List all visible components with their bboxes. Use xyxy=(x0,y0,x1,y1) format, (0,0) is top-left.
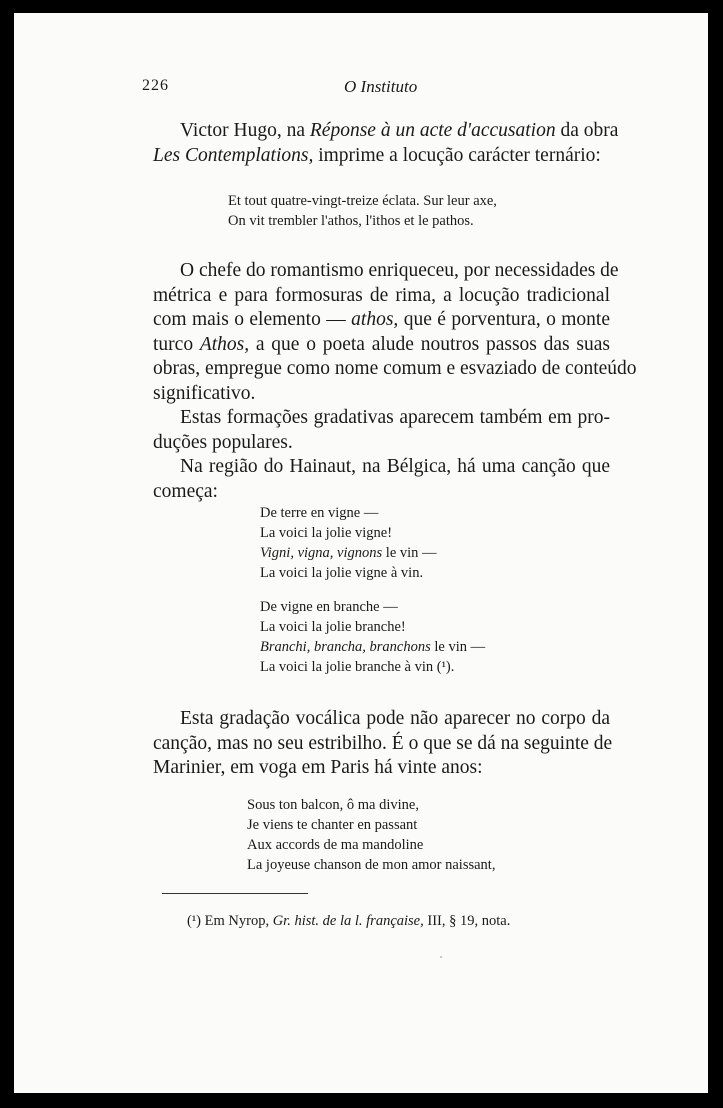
verse-line: On vit trembler l'athos, l'ithos et le pathos. xyxy=(228,213,474,229)
paragraph-5 xyxy=(153,707,613,781)
verse-quote-1 xyxy=(228,191,497,231)
text-line: obras, empregue como nome comum e esvaziado de conteúdo xyxy=(153,358,637,379)
verse-line: Branchi, brancha, branchons le vin — xyxy=(260,639,486,655)
text-line: canção, mas no seu estribilho. É o que se dá na seguinte de xyxy=(153,732,613,754)
text-line: Na região do Hainaut, na Bélgica, há uma canção que xyxy=(180,456,610,477)
text-line: Esta gradação vocálica pode não aparecer no corpo da xyxy=(180,708,610,729)
footnote-rule xyxy=(162,893,308,894)
verse-line: Je viens te chanter en passant xyxy=(247,817,418,833)
text-line: Estas formações gradativas aparecem também em pro- xyxy=(180,407,610,428)
text-line: Marinier, em voga em Paris há vinte anos: xyxy=(153,757,483,778)
verse-line: De vigne en branche — xyxy=(260,599,398,615)
text-line: significativo. xyxy=(153,382,256,404)
text-line: O chefe do romantismo enriqueceu, por necessidades de xyxy=(180,260,619,281)
text-line: duções populares. xyxy=(153,431,293,453)
verse-line: La voici la jolie branche à vin (¹). xyxy=(260,659,455,675)
text-line: começa: xyxy=(153,480,218,502)
paragraph-3 xyxy=(153,406,610,455)
verse-line: La voici la jolie vigne à vin. xyxy=(260,565,424,581)
verse-line: Vigni, vigna, vignons le vin — xyxy=(260,545,437,561)
text-line: com mais o elemento — athos, que é porventura, o monte xyxy=(153,309,611,330)
running-title: O Instituto xyxy=(344,77,418,96)
verse-line: De terre en vigne — xyxy=(260,505,379,521)
verse-line: Aux accords de ma mandoline xyxy=(247,837,424,853)
paragraph-1 xyxy=(153,119,619,168)
page-number: 226 xyxy=(142,77,169,94)
verse-line: La joyeuse chanson de mon amor naissant, xyxy=(247,857,496,873)
verse-quote-2 xyxy=(260,503,485,677)
paragraph-4 xyxy=(153,455,610,504)
footnote: (¹) Em Nyrop, Gr. hist. de la l. française, III, § 19, nota. xyxy=(187,913,511,929)
verse-line: Et tout quatre-vingt-treize éclata. Sur leur axe, xyxy=(228,193,497,209)
verse-line: La voici la jolie branche! xyxy=(260,619,406,635)
paragraph-2 xyxy=(153,259,637,406)
text-line: métrica e para formosuras de rima, a locução tradicional xyxy=(153,284,610,306)
book-page xyxy=(14,13,708,1093)
text-line: Les Contemplations, imprime a locução carácter ternário: xyxy=(153,144,601,166)
text-line: turco Athos, a que o poeta alude noutros passos das suas xyxy=(153,333,610,355)
verse-line: Sous ton balcon, ô ma divine, xyxy=(247,797,419,813)
verse-quote-3 xyxy=(247,795,495,875)
text-line: Victor Hugo, na Réponse à un acte d'accusation da obra xyxy=(180,120,619,141)
verse-line: La voici la jolie vigne! xyxy=(260,525,393,541)
print-speck xyxy=(440,956,442,958)
